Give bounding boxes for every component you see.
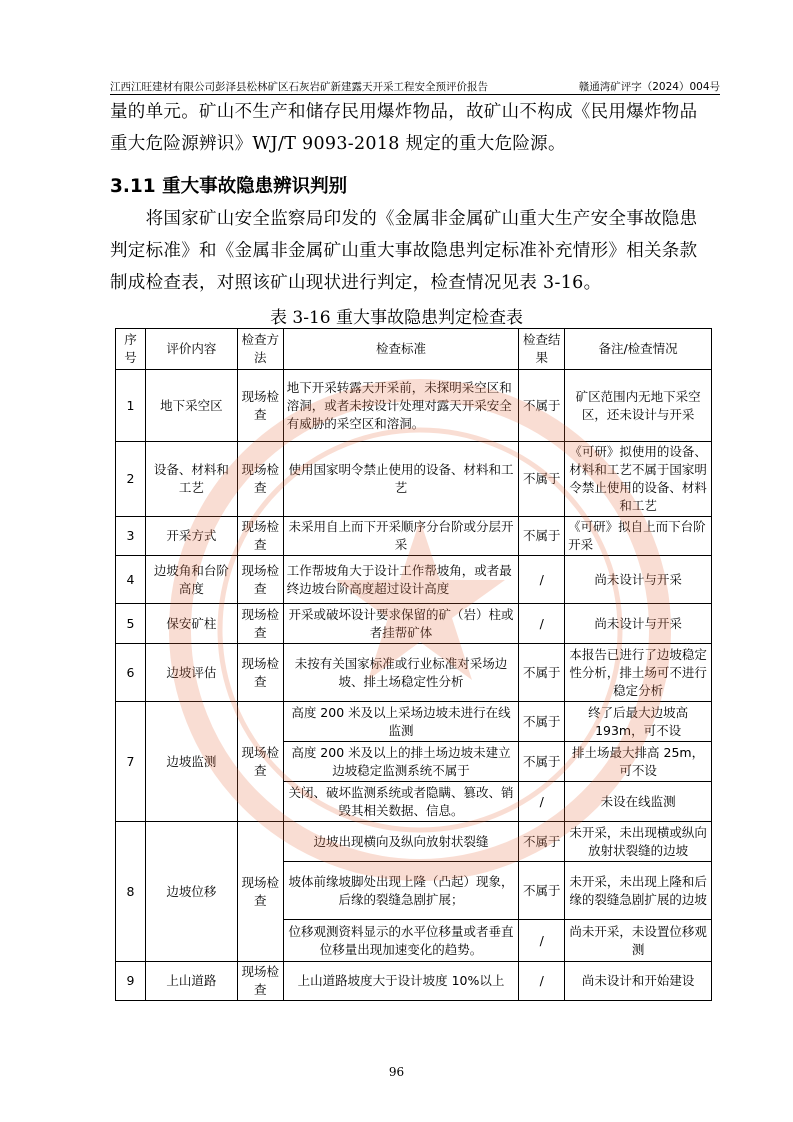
cell-standard: 边坡出现横向及纵向放射状裂缝 <box>283 822 519 862</box>
page-number: 96 <box>388 1065 405 1079</box>
cell-no: 9 <box>116 962 146 1001</box>
cell-result: 不属于 <box>519 742 565 782</box>
table-row <box>116 556 712 604</box>
cell-item: 设备、材料和工艺 <box>145 442 237 517</box>
cell-standard: 工作帮坡角大于设计工作帮坡角，或者最终边坡台阶高度超过设计高度 <box>283 556 519 604</box>
header-standard: 检查标准 <box>283 329 519 370</box>
cell-method: 现场检查 <box>237 702 283 822</box>
table-row <box>116 517 712 556</box>
intro-paragraph <box>110 96 720 160</box>
cell-no: 8 <box>116 822 146 962</box>
cell-note: 尚未设计和开始建设 <box>565 962 712 1001</box>
cell-no: 1 <box>116 370 146 442</box>
table-row <box>116 822 712 862</box>
cell-method: 现场检查 <box>237 370 283 442</box>
cell-result: 不属于 <box>519 644 565 702</box>
cell-method: 现场检查 <box>237 517 283 556</box>
cell-no: 2 <box>116 442 146 517</box>
cell-item: 开采方式 <box>145 517 237 556</box>
cell-item: 边坡评估 <box>145 644 237 702</box>
cell-note: 未设在线监测 <box>565 782 712 822</box>
cell-standard: 关闭、破坏监测系统或者隐瞒、篡改、销毁其相关数据、信息。 <box>283 782 519 822</box>
header-item: 评价内容 <box>145 329 237 370</box>
cell-item: 地下采空区 <box>145 370 237 442</box>
table-header-row <box>116 329 712 370</box>
cell-note: 《可研》拟自上而下台阶开采 <box>565 517 712 556</box>
cell-method: 现场检查 <box>237 442 283 517</box>
cell-method: 现场检查 <box>237 644 283 702</box>
intro-line: 重大危险源辨识》WJ/T 9093-2018 规定的重大危险源。 <box>110 134 566 154</box>
cell-result: 不属于 <box>519 442 565 517</box>
cell-note: 未开采，未出现横或纵向放射状裂缝的边坡 <box>565 822 712 862</box>
cell-standard: 开采或破坏设计要求保留的矿（岩）柱或者挂帮矿体 <box>283 604 519 644</box>
cell-no: 4 <box>116 556 146 604</box>
cell-note: 终了后最大边坡高193m，可不设 <box>565 702 712 742</box>
cell-result: 不属于 <box>519 517 565 556</box>
cell-item: 边坡角和台阶高度 <box>145 556 237 604</box>
cell-note: 尚未设计与开采 <box>565 556 712 604</box>
cell-note: 《可研》拟使用的设备、材料和工艺不属于国家明令禁止使用的设备、材料和工艺 <box>565 442 712 517</box>
cell-method: 现场检查 <box>237 604 283 644</box>
cell-no: 7 <box>116 702 146 822</box>
body-line: 制成检查表，对照该矿山现状进行判定，检查情况见表 3-16。 <box>110 273 602 293</box>
table-row <box>116 644 712 702</box>
cell-no: 6 <box>116 644 146 702</box>
cell-note: 尚未设计与开采 <box>565 604 712 644</box>
header-report-title: 江西江旺建材有限公司彭泽县松林矿区石灰岩矿新建露天开采工程安全预评价报告 <box>110 81 488 93</box>
cell-no: 5 <box>116 604 146 644</box>
cell-result: / <box>519 556 565 604</box>
body-line: 将国家矿山安全监察局印发的《金属非金属矿山重大生产安全事故隐患 <box>110 209 698 229</box>
cell-no: 3 <box>116 517 146 556</box>
cell-result: / <box>519 920 565 962</box>
cell-standard: 高度 200 米及以上采场边坡未进行在线监测 <box>283 702 519 742</box>
table-row <box>116 442 712 517</box>
cell-method: 现场检查 <box>237 822 283 962</box>
header-report-number: 赣通湾矿评字（2024）004号 <box>578 81 720 93</box>
table-row <box>116 962 712 1001</box>
header-method: 检查方法 <box>237 329 283 370</box>
cell-note: 未开采，未出现上隆和后缘的裂缝急剧扩展的边坡 <box>565 862 712 920</box>
table-row <box>116 702 712 742</box>
table-caption: 表 3-16 重大事故隐患判定检查表 <box>270 308 523 328</box>
cell-result: / <box>519 604 565 644</box>
cell-standard: 坡体前缘坡脚处出现上隆（凸起）现象，后缘的裂缝急剧扩展； <box>283 862 519 920</box>
cell-standard: 使用国家明令禁止使用的设备、材料和工艺 <box>283 442 519 517</box>
cell-result: 不属于 <box>519 370 565 442</box>
cell-standard: 高度 200 米及以上的排土场边坡未建立边坡稳定监测系统不属于 <box>283 742 519 782</box>
cell-note: 矿区范围内无地下采空区，还未设计与开采 <box>565 370 712 442</box>
cell-item: 边坡位移 <box>145 822 237 962</box>
cell-note: 本报告已进行了边坡稳定性分析，排土场可不进行稳定分析 <box>565 644 712 702</box>
cell-item: 上山道路 <box>145 962 237 1001</box>
cell-standard: 未按有关国家标准或行业标准对采场边坡、排土场稳定性分析 <box>283 644 519 702</box>
cell-standard: 未采用自上而下开采顺序分台阶或分层开采 <box>283 517 519 556</box>
cell-result: / <box>519 782 565 822</box>
header-no: 序号 <box>116 329 146 370</box>
intro-line: 量的单元。矿山不生产和储存民用爆炸物品，故矿山不构成《民用爆炸物品 <box>110 102 698 122</box>
cell-item: 边坡监测 <box>145 702 237 822</box>
cell-standard: 上山道路坡度大于设计坡度 10%以上 <box>283 962 519 1001</box>
cell-standard: 地下开采转露天开采前，未探明采空区和溶洞，或者未按设计处理对露天开采安全有威胁的采空区和溶洞。 <box>283 370 519 442</box>
cell-item: 保安矿柱 <box>145 604 237 644</box>
cell-result: 不属于 <box>519 702 565 742</box>
cell-note: 排土场最大排高 25m，可不设 <box>565 742 712 782</box>
cell-note: 尚未开采，未设置位移观测 <box>565 920 712 962</box>
cell-standard: 位移观测资料显示的水平位移量或者垂直位移量出现加速变化的趋势。 <box>283 920 519 962</box>
cell-method: 现场检查 <box>237 962 283 1001</box>
header-result: 检查结果 <box>519 329 565 370</box>
section-title: 3.11 重大事故隐患辨识判别 <box>110 176 348 197</box>
table-row <box>116 604 712 644</box>
page-header <box>110 76 720 95</box>
body-line: 判定标准》和《金属非金属矿山重大事故隐患判定标准补充情形》相关条款 <box>110 241 698 261</box>
cell-method: 现场检查 <box>237 556 283 604</box>
body-paragraph <box>110 203 720 299</box>
cell-result: 不属于 <box>519 862 565 920</box>
cell-result: 不属于 <box>519 822 565 862</box>
hazard-check-table <box>115 328 712 1001</box>
cell-result: / <box>519 962 565 1001</box>
table-row <box>116 370 712 442</box>
header-note: 备注/检查情况 <box>565 329 712 370</box>
